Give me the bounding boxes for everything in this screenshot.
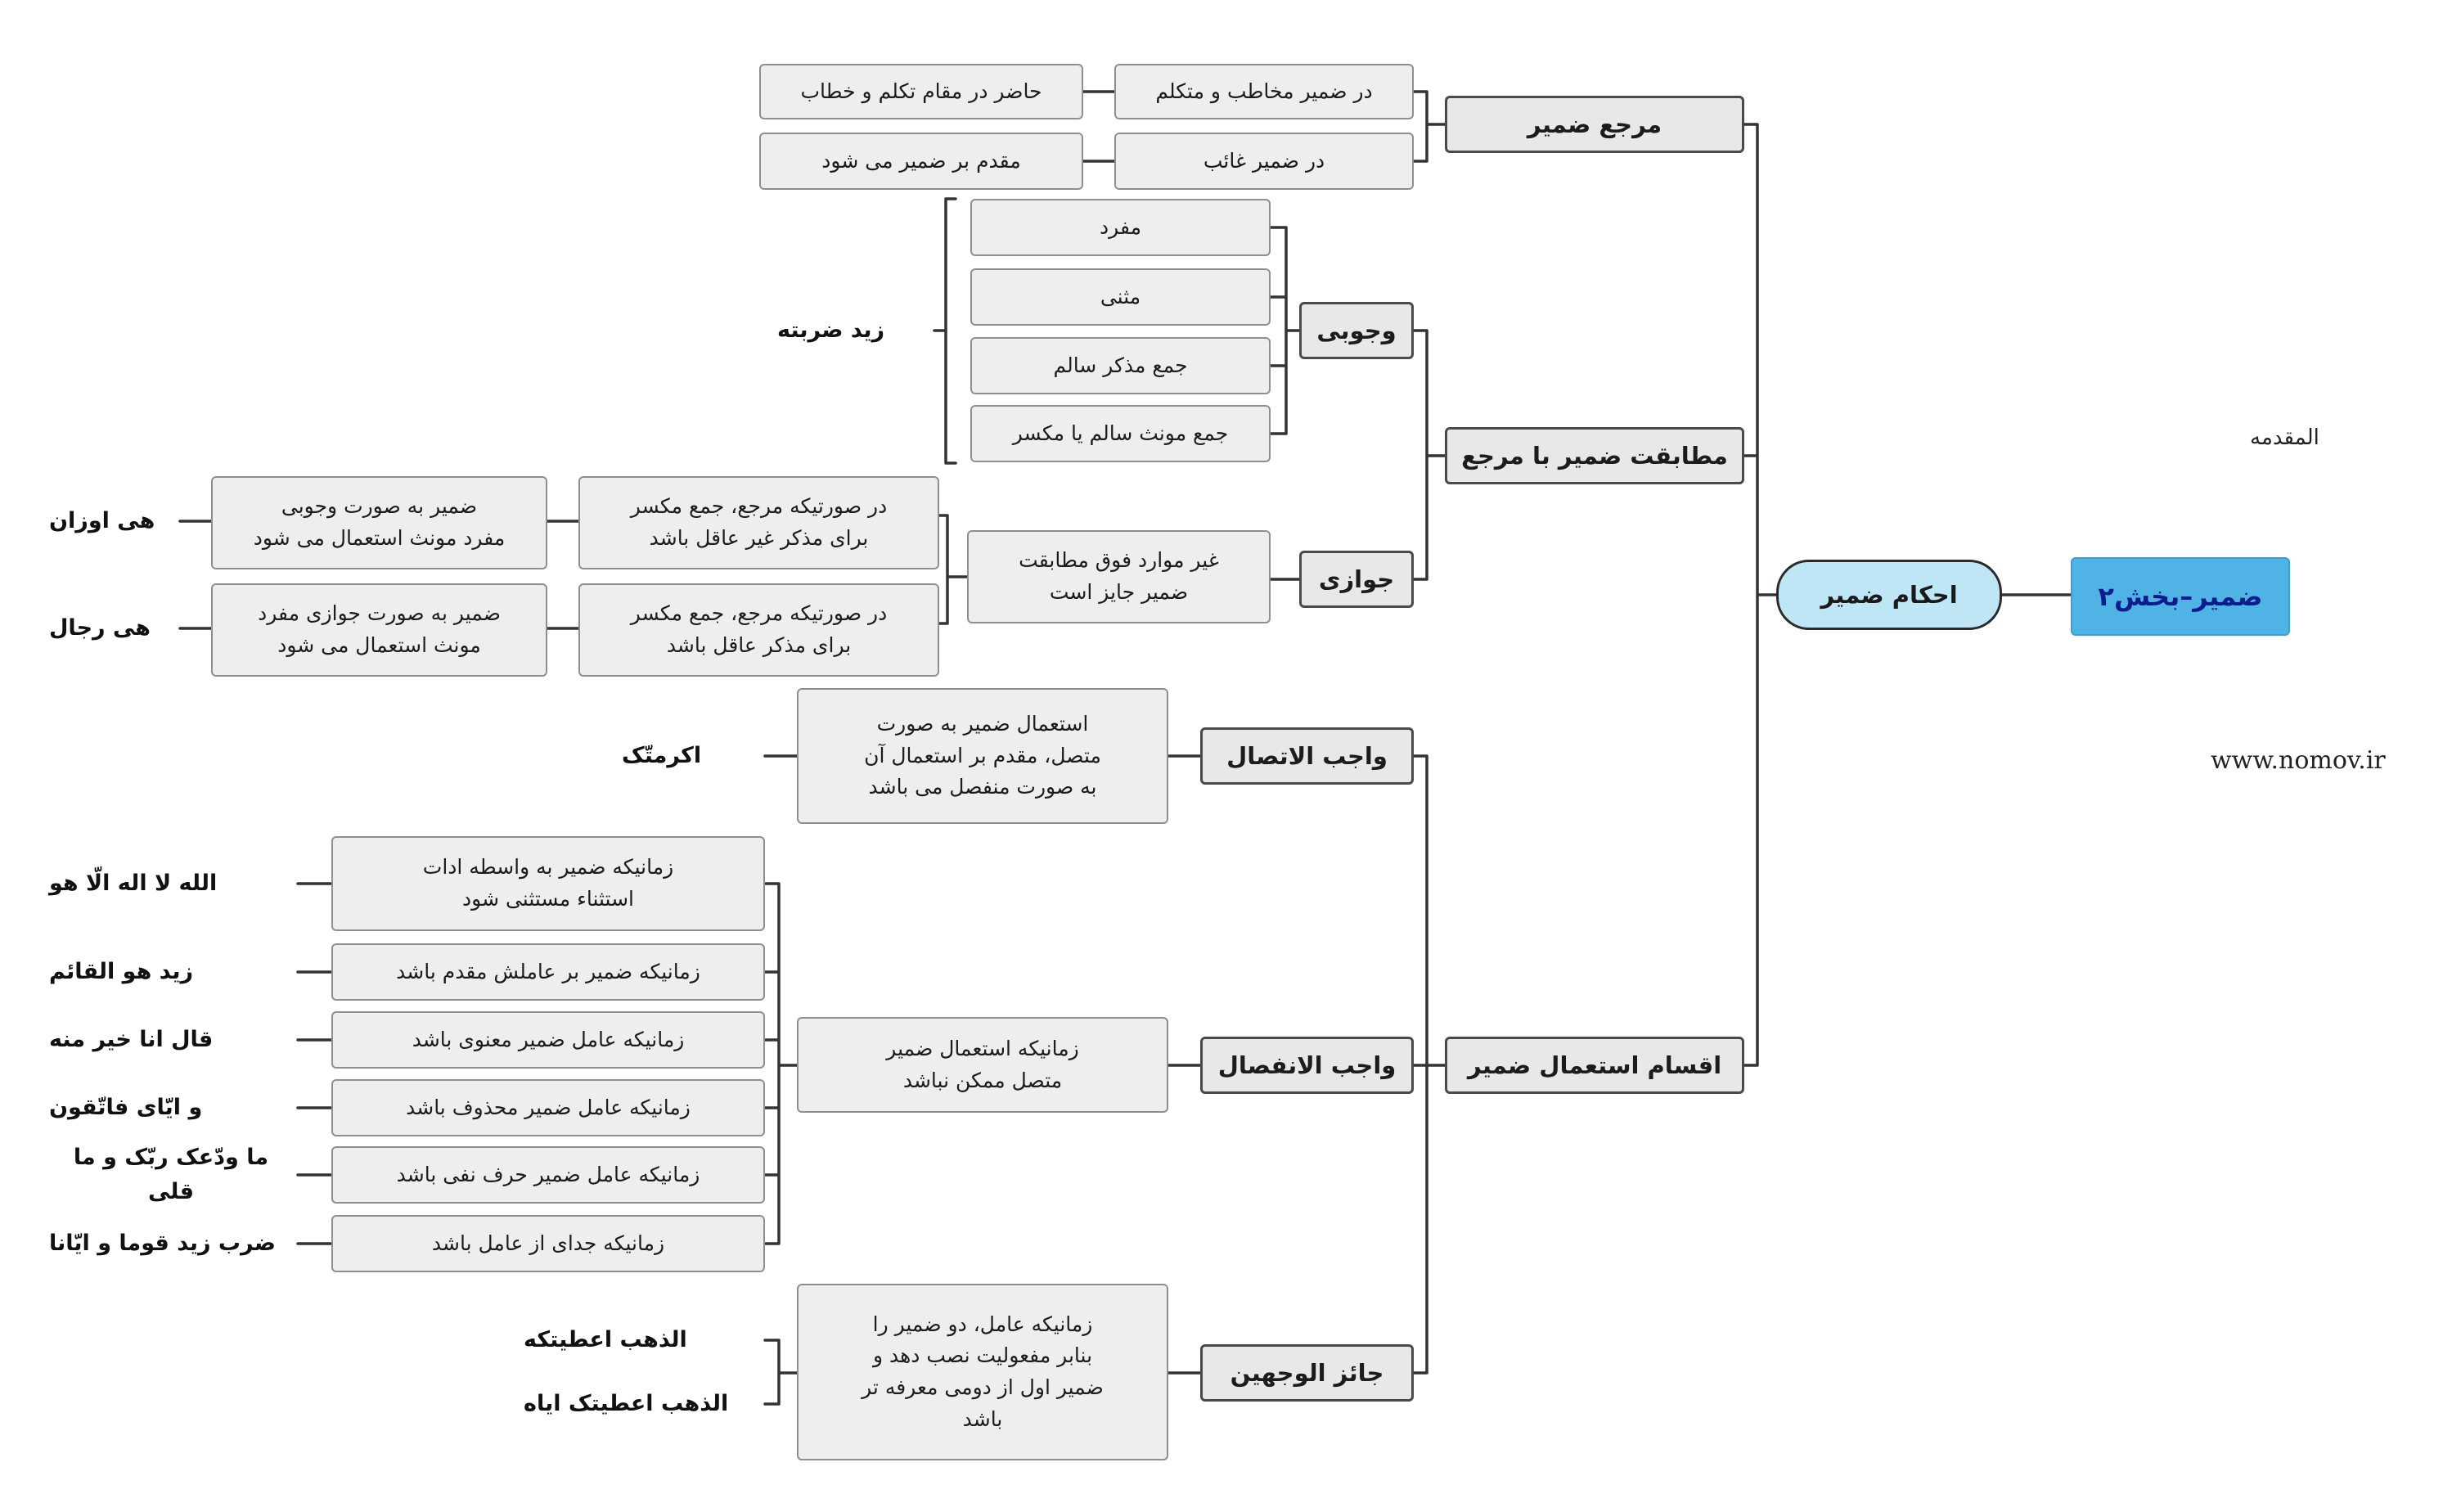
example-allah-la-ilaha: الله لا اله الّا هو [49,871,218,897]
main-topic-label: احکام ضمیر [1820,581,1958,609]
example-al-dhahab-1: الذهب اعطیتکه [524,1327,687,1353]
jawazi-case-aqil-rule[interactable]: ضمیر به صورت جوازی مفرد مونث استعمال می شود [211,583,547,677]
example-hiya-awzan: هی اوزان [49,508,155,534]
example-hiya-rijal: هی رجال [49,615,151,641]
infisal-node[interactable]: واجب الانفصال [1200,1037,1414,1094]
infisal-desc[interactable]: زمانیکه استعمال ضمیر متصل ممکن نباشد [797,1017,1168,1113]
infisal-case-harf-nafy[interactable]: زمانیکه عامل ضمیر حرف نفی باشد [331,1146,765,1204]
example-al-dhahab-2: الذهب اعطیتک ایاه [524,1391,729,1417]
example-wa-iyyaya: و ایّای فاتّقون [49,1095,203,1121]
wujubi-example: زید ضربته [777,317,885,344]
ittisal-desc[interactable]: استعمال ضمیر به صورت متصل، مقدم بر استعمال آن به صورت منفصل می باشد [797,688,1168,824]
example-daraba-zayd: ضرب زید قوما و ایّانا [49,1231,276,1257]
branch-aqsam[interactable]: اقسام استعمال ضمیر [1445,1037,1744,1094]
ittisal-node[interactable]: واجب الاتصال [1200,727,1414,785]
marja-ghaib-note[interactable]: مقدم بر ضمیر می شود [759,133,1083,190]
infisal-case-istithna[interactable]: زمانیکه ضمیر به واسطه ادات استثناء مستثنی شود [331,836,765,931]
wujubi-item-mufrad[interactable]: مفرد [970,199,1271,256]
infisal-case-muqaddam[interactable]: زمانیکه ضمیر بر عاملش مقدم باشد [331,943,765,1001]
infisal-case-mahdhuf[interactable]: زمانیکه عامل ضمیر محذوف باشد [331,1079,765,1136]
marja-ghaib[interactable]: در ضمیر غائب [1114,133,1414,190]
branch-mutabaqa[interactable]: مطابقت ضمیر با مرجع [1445,427,1744,484]
jawazi-case-ghayr-aqil-rule[interactable]: ضمیر به صورت وجوبی مفرد مونث استعمال می شود [211,476,547,569]
jawazi-desc[interactable]: غیر موارد فوق مطابقت ضمیر جایز است [967,530,1271,623]
floating-label-muqaddama: المقدمه [2250,425,2319,450]
root-topic[interactable] [2071,557,2290,636]
wujubi-item-jam-mudhakkar[interactable]: جمع مذکر سالم [970,337,1271,394]
wujubi-item-muthanna[interactable]: مثنی [970,268,1271,326]
example-qala-ana-khayrun: قال انا خیر منه [49,1027,214,1053]
wujubi-node[interactable]: وجوبی [1299,302,1414,359]
marja-mukhatab-note[interactable]: حاضر در مقام تکلم و خطاب [759,64,1083,119]
wajhayn-desc[interactable]: زمانیکه عامل، دو ضمیر را بنابر مفعولیت نصب دهد و ضمیر اول از دومی معرفه تر باشد [797,1284,1168,1460]
main-topic[interactable] [1776,560,2002,630]
jawazi-case-aqil[interactable]: در صورتیکه مرجع، جمع مکسر برای مذکر عاقل باشد [578,583,939,677]
root-topic-label: ضمیر–بخش۲ [2098,581,2263,612]
branch-marja[interactable]: مرجع ضمیر [1445,96,1744,153]
wujubi-item-jam-muannath[interactable]: جمع مونث سالم یا مکسر [970,405,1271,462]
example-zayd-huwa-alqaim: زید هو القائم [49,959,194,985]
jawazi-case-ghayr-aqil[interactable]: در صورتیکه مرجع، جمع مکسر برای مذکر غیر عاقل باشد [578,476,939,569]
marja-mukhatab[interactable]: در ضمیر مخاطب و متکلم [1114,64,1414,119]
jawazi-node[interactable]: جوازی [1299,551,1414,608]
website-label: www.nomov.ir [2211,746,2386,775]
infisal-case-manawi[interactable]: زمانیکه عامل ضمیر معنوی باشد [331,1011,765,1069]
example-ma-wadda-aka: ما ودّعک ربّک و ما قلی [73,1145,269,1204]
infisal-case-judai[interactable]: زمانیکه جدای از عامل باشد [331,1215,765,1272]
example-akramtuk: اکرمتّک [622,743,702,769]
wajhayn-node[interactable]: جائز الوجهین [1200,1344,1414,1402]
